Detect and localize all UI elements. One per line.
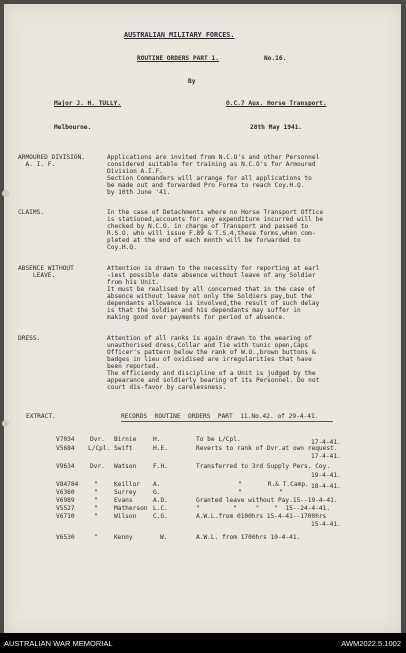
- surname: Birnie: [114, 436, 137, 443]
- initials: F.H.: [153, 463, 168, 470]
- punch-hole: [2, 190, 9, 197]
- extract-label: EXTRACT.: [26, 413, 56, 420]
- punch-hole: [2, 420, 9, 427]
- entry-date: 15-4-41.: [311, 521, 341, 528]
- place: Melbourne.: [54, 124, 92, 131]
- initials: G.: [153, 489, 161, 496]
- section-line: is stationed,accounts for any expenditure incurred will be: [107, 216, 324, 223]
- section-line: absence without leave not only the Soldiers pay,but the: [107, 293, 312, 300]
- officer-appointment: O.C.7 Aux. Horse Transport.: [226, 100, 327, 107]
- catalogue-id: AWM2022.5.1002: [341, 639, 401, 648]
- service-number: V5684: [56, 445, 75, 452]
- entry-text: A.W.L. from 1700hrs 10-4-41.: [196, 534, 301, 541]
- section-line: In the case of Detachments where no Horse Transport Office: [107, 209, 324, 216]
- section-line: by 10th June '41.: [107, 189, 171, 196]
- entry-text: " R.& T.Camp.: [238, 481, 309, 488]
- order-date: 28th May 1941.: [250, 124, 303, 131]
- rank: Dvr.: [90, 463, 105, 470]
- section-heading: CLAIMS.: [18, 209, 45, 216]
- institution-name: AUSTRALIAN WAR MEMORIAL: [4, 639, 113, 648]
- section-line: from his Unit.: [107, 279, 160, 286]
- entry-date: 17-4-41.: [311, 439, 341, 446]
- section-line: Attention is drawn to the necessity for reporting at earl: [107, 265, 320, 272]
- routine-orders-heading: ROUTINE ORDERS PART 1.: [137, 55, 219, 62]
- by-label: By: [188, 78, 196, 85]
- entry-text: " ": [238, 489, 283, 496]
- section-line: Attention of all ranks is again drawn to the wearing of: [107, 335, 312, 342]
- service-number: V9634: [56, 463, 75, 470]
- surname: Matherson: [114, 505, 148, 512]
- rank: ": [94, 497, 98, 504]
- section-line: dependants allowance is involved,the result of such delay: [107, 300, 320, 307]
- section-line: badges in lieu of oxidised are irregularities that have: [107, 356, 312, 363]
- extract-heading: RECORDS ROUTINE ORDERS PART 11.No.42. of 29-4-41.: [121, 413, 319, 420]
- service-number: V7034: [56, 436, 75, 443]
- rank: ": [94, 513, 98, 520]
- section-heading: LEAVE.: [18, 272, 56, 279]
- section-line: The efficiendy and discipline of a Unit is judged by the: [107, 370, 316, 377]
- section-line: -iest possible date absence without leave of any Soldier: [107, 272, 316, 279]
- rank: L/Cpl.: [88, 445, 111, 452]
- section-line: It must be realised by all concerned that in the case of: [107, 286, 316, 293]
- surname: Kenny: [114, 534, 133, 541]
- section-line: Officer's pattern below the rank of W.O.,brown buttons &: [107, 349, 316, 356]
- rank: ": [94, 505, 98, 512]
- section-line: considered suitable for training as N.C.O's for Armoured: [107, 161, 316, 168]
- service-number: V6360: [56, 489, 75, 496]
- initials: A.D.: [153, 497, 168, 504]
- order-number: No.16.: [264, 55, 287, 62]
- rank: ": [94, 534, 98, 541]
- section-line: is that the Soldier and his dependants may suffer in: [107, 307, 301, 314]
- entry-text: To be L/Cpl.: [196, 436, 241, 443]
- entry-text: A.W.L.from 0100hrs 15-4-41--1700hrs: [196, 513, 327, 520]
- rank: Dvr.: [90, 436, 105, 443]
- officer-name: Major J. H. TULLY.: [54, 100, 122, 107]
- surname: Surrey: [114, 489, 137, 496]
- section-line: Section Commanders will arrange for all applications to: [107, 175, 312, 182]
- service-number: V84784: [56, 481, 79, 488]
- section-line: pleted at the end of each month will be forwarded to: [107, 237, 301, 244]
- initials: H.E.: [153, 445, 168, 452]
- surname: Swift: [114, 445, 133, 452]
- section-line: been reported.: [107, 363, 160, 370]
- section-line: R.S.O. who will issue F.89 & T.S.4,these forms,when com-: [107, 230, 316, 237]
- section-line: unauthorised dress,Collar and Tie with tunic open,Caps: [107, 342, 309, 349]
- surname: Wilson: [114, 513, 137, 520]
- extract-heading-underline: [121, 421, 333, 422]
- service-number: V6530: [56, 534, 75, 541]
- section-heading: A. I. F.: [18, 161, 56, 168]
- section-line: checked by N.C.O. in charge of Transport and passed to: [107, 223, 309, 230]
- initials: C.G.: [153, 513, 168, 520]
- section-line: Coy.H.Q.: [107, 244, 137, 251]
- entry-date: 19-4-41.: [311, 472, 341, 479]
- initials: H.: [153, 436, 161, 443]
- entry-date: 17-4-41.: [311, 453, 341, 460]
- section-line: making good over payments for period of absence.: [107, 314, 286, 321]
- service-number: V5527: [56, 505, 75, 512]
- initials: W.: [160, 534, 168, 541]
- section-heading: ARMOURED DIVISION.: [18, 154, 86, 161]
- section-line: appearance and soldierly bearing of its Personnel. Do not: [107, 377, 320, 384]
- archive-caption-bar: [0, 633, 406, 653]
- service-number: V6710: [56, 513, 75, 520]
- surname: Watson: [114, 463, 137, 470]
- initials: A.: [153, 481, 161, 488]
- section-line: be made out and forwarded Pro Forma to reach Coy.H.Q.: [107, 182, 305, 189]
- document-title: AUSTRALIAN MILITARY FORCES.: [124, 31, 235, 39]
- section-line: court dis-favor by carelessness.: [107, 384, 227, 391]
- entry-text: " " " " 15--24-4-41.: [196, 505, 331, 512]
- entry-text: Transferred to 3rd Supply Pers. Coy.: [196, 463, 331, 470]
- section-heading: ABSENCE WITHOUT: [18, 265, 74, 272]
- rank: ": [94, 481, 98, 488]
- section-line: Division A.I.F.: [107, 168, 163, 175]
- service-number: V6989: [56, 497, 75, 504]
- surname: Evans: [114, 497, 133, 504]
- entry-date: 18-4-41.: [311, 483, 341, 490]
- rank: ": [94, 489, 98, 496]
- entry-text: Reverts to rank of Dvr.at own request.: [196, 445, 338, 452]
- initials: L.C.: [153, 505, 168, 512]
- entry-text: Granted leave without Pay.15--19-4-41.: [196, 497, 338, 504]
- section-line: Applications are invited from N.C.O's and other Personnel: [107, 154, 320, 161]
- surname: Keillor: [114, 481, 141, 488]
- section-heading: DRESS.: [18, 335, 41, 342]
